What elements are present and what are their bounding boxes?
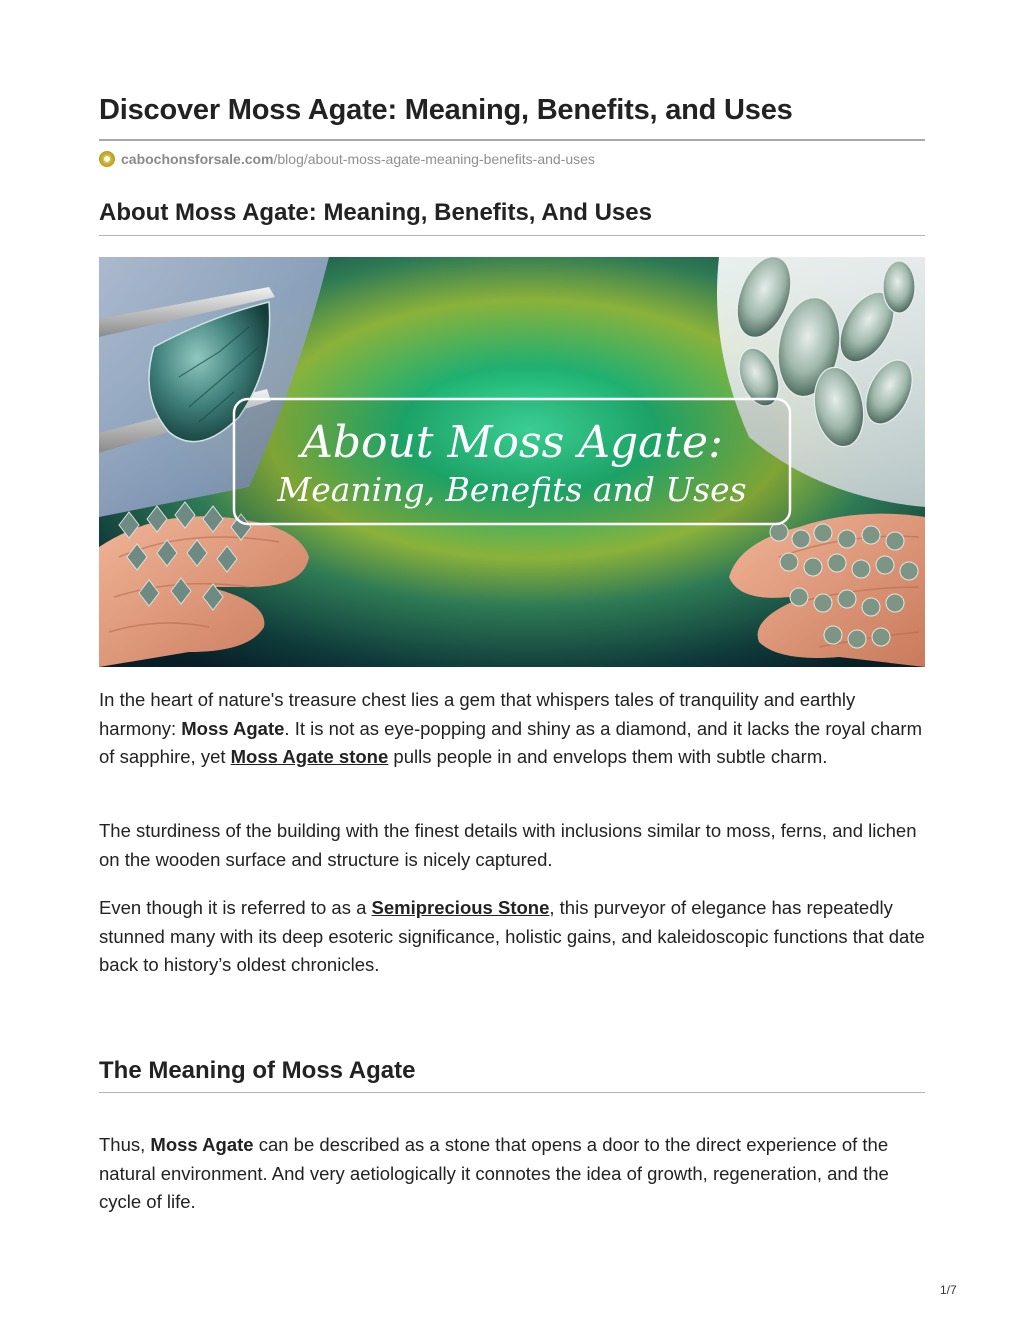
source-path[interactable]: /blog/about-moss-agate-meaning-benefits-and-uses: [273, 151, 595, 167]
intro-bold-moss-agate: Moss Agate: [181, 717, 285, 739]
meaning-text-1: Thus,: [99, 1134, 151, 1155]
meaning-bold-moss-agate: Moss Agate: [150, 1134, 254, 1155]
section-heading-meaning: The Meaning of Moss Agate: [99, 1057, 416, 1084]
title-divider: [99, 139, 925, 141]
section-divider-meaning: [99, 1092, 925, 1093]
hero-image: [99, 257, 925, 667]
site-favicon-icon: [99, 151, 115, 167]
section-heading-about: About Moss Agate: Meaning, Benefits, And Uses: [99, 199, 652, 226]
intro-text-2: . It is not as eye-popping and shiny as a diamond, and it lacks the royal charm of sapphire, yet: [99, 717, 922, 767]
semiprecious-text-1: Even though it is referred to as a: [99, 897, 372, 918]
paragraph-sturdiness: The sturdiness of the building with the finest details with inclusions similar to moss, ferns, and lichen on the wooden surface and structure is nicely captured.: [99, 820, 917, 870]
paragraph-meaning: [99, 1131, 925, 1217]
page-number: 1/7: [940, 1283, 957, 1297]
meaning-text-2: can be described as a stone that opens a door to the direct experience of the natural environment. And very aetiologically it connotes the idea of growth, regeneration, and the cycle of life.: [99, 1134, 889, 1212]
source-url[interactable]: [99, 150, 595, 168]
source-domain[interactable]: cabochonsforsale.com: [121, 151, 274, 167]
paragraph-semiprecious: [99, 894, 925, 980]
document-title: Discover Moss Agate: Meaning, Benefits, and Uses: [99, 94, 793, 126]
paragraph-intro: [99, 686, 925, 772]
intro-text-1: In the heart of nature's treasure chest lies a gem that whispers tales of tranquility and earthly harmony:: [99, 689, 856, 739]
intro-text-3: pulls people in and envelops them with subtle charm.: [388, 746, 828, 767]
semiprecious-stone-link[interactable]: Semiprecious Stone: [371, 897, 550, 918]
hero-title-line1: About Moss Agate:: [301, 417, 723, 468]
semiprecious-text-2: , this purveyor of elegance has repeatedly stunned many with its deep esoteric significance, holistic gains, and kaleidoscopic functions that date back to history’s oldest chronicles.: [99, 897, 925, 975]
section-divider-about: [99, 235, 925, 236]
moss-agate-stone-link[interactable]: Moss Agate stone: [230, 746, 389, 767]
hero-title-line2: Meaning, Benefits and Uses: [277, 470, 747, 509]
